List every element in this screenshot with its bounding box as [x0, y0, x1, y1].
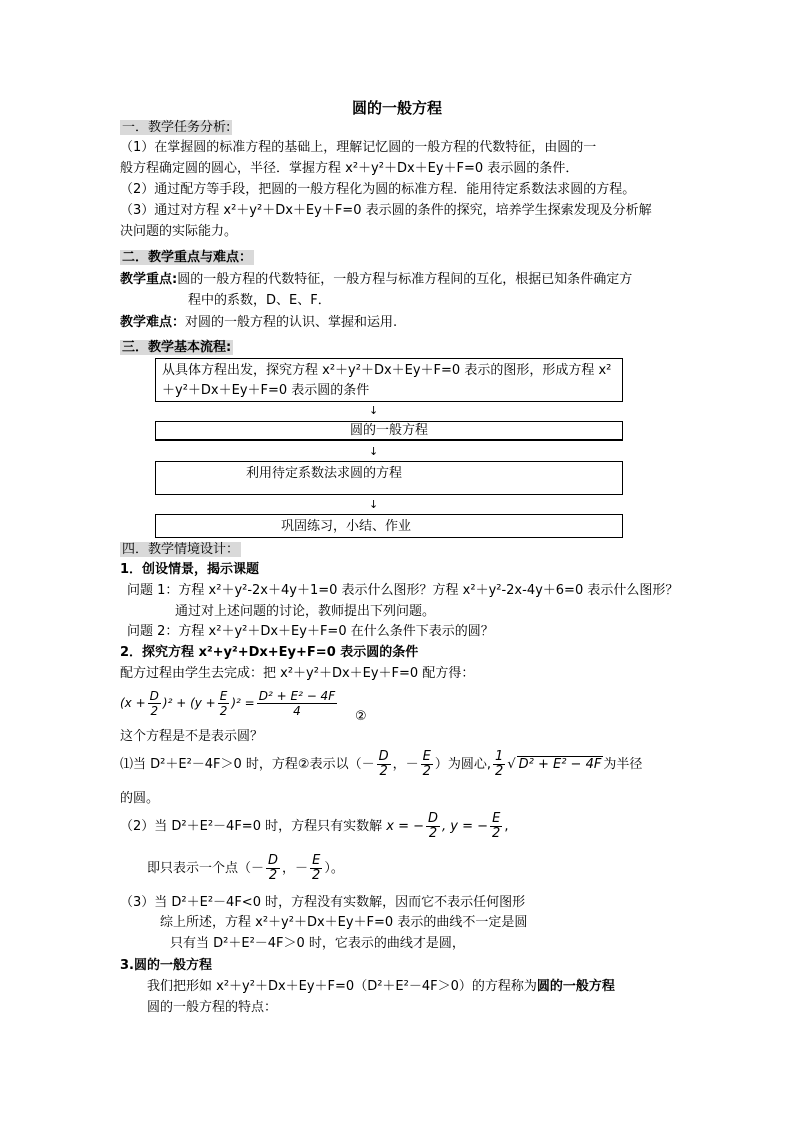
paragraph: 般方程确定圆的圆心，半径．掌握方程 x²＋y²＋Dx＋Ey＋F=0 表示圆的条件． [120, 161, 579, 176]
case-3: （3）当 D²＋E²－4F<0 时，方程没有实数解，因而它不表示任何图形 [120, 895, 526, 910]
section-heading-4: 四．教学情境设计： [122, 542, 240, 557]
paragraph: 这个方程是不是表示圆？ [120, 729, 264, 744]
flow-arrow: ↓ [369, 498, 379, 511]
paragraph: 决问题的实际能力。 [120, 224, 238, 239]
paragraph: 通过对上述问题的讨论，教师提出下列问题。 [175, 604, 436, 619]
subheading-3: 3.圆的一般方程 [120, 958, 212, 973]
question-2: 问题 2：方程 x²＋y²＋Dx＋Ey＋F=0 在什么条件下表示的圆？ [127, 624, 494, 639]
case-1: ⑴当 D²＋E²－4F＞0 时，方程②表示以（－ $\frac{D}{2}$ ，－ $\frac{E}{2}$ ）为圆心, $\frac{1}{2}$ √ D² + E² − 4F 为半径 [120, 749, 643, 779]
flow-arrow: ↓ [369, 404, 379, 417]
flow-box-4: 巩固练习，小结、作业 [155, 514, 623, 538]
question-1: 问题 1：方程 x²＋y²-2x＋4y＋1=0 表示什么图形？方程 x²＋y²-2x-4y＋6=0 表示什么图形？ [127, 583, 679, 598]
flow-box-1: 从具体方程出发，探究方程 x²＋y²＋Dx＋Ey＋F=0 表示的图形，形成方程 x² ＋y²＋Dx＋Ey＋F=0 表示圆的条件 [155, 358, 623, 402]
paragraph: 的圆。 [120, 791, 160, 806]
equation-2: (x + $\frac{D}{2}$ )² + (y + $\frac{E}{2}$ )² = $\frac{\text{D² + E² − 4F}}{4}$ [120, 689, 336, 718]
key-point-cont: 程中的系数，D、E、F． [188, 293, 331, 308]
case-2: （2）当 D²＋E²－4F=0 时，方程只有实数解 x = − $\frac{D}{2}$ , y = − $\frac{E}{2}$ , [120, 811, 509, 841]
section-heading-3: 三．教学基本流程: [122, 340, 232, 355]
key-point: 教学重点:圆的一般方程的代数特征，一般方程与标准方程间的互化，根据已知条件确定方 [120, 272, 633, 287]
subheading-1: 1．创设情景，揭示课题 [120, 562, 260, 577]
page-title: 圆的一般方程 [351, 99, 442, 117]
paragraph: （1）在掌握圆的标准方程的基础上，理解记忆圆的一般方程的代数特征，由圆的一 [120, 140, 597, 155]
paragraph: 圆的一般方程的特点： [147, 1000, 278, 1015]
difficulty: 教学难点：对圆的一般方程的认识、掌握和运用. [120, 315, 398, 330]
paragraph: （2）通过配方等手段，把圆的一般方程化为圆的标准方程．能用待定系数法求圆的方程。 [120, 182, 636, 197]
subheading-2: 2．探究方程 x²+y²+Dx+Ey+F=0 表示圆的条件 [120, 645, 419, 660]
summary-2: 只有当 D²＋E²－4F＞0 时，它表示的曲线才是圆， [170, 936, 465, 951]
case-2-point: 即只表示一个点（－ $\frac{D}{2}$ ，－ $\frac{E}{2}$ ）。 [147, 853, 344, 883]
flow-arrow: ↓ [369, 445, 379, 458]
section-heading-1: 一．教学任务分析: [122, 120, 231, 135]
flow-box-2: 圆的一般方程 [155, 421, 623, 441]
definition: 我们把形如 x²＋y²＋Dx＋Ey＋F=0（D²＋E²－4F＞0）的方程称为圆的一般方程 [147, 979, 615, 994]
equation-tag: ② [355, 709, 367, 724]
section-heading-2: 二．教学重点与难点： [122, 250, 253, 265]
summary-1: 综上所述，方程 x²＋y²＋Dx＋Ey＋F=0 表示的曲线不一定是圆 [160, 915, 528, 930]
paragraph: 配方过程由学生去完成：把 x²＋y²＋Dx＋Ey＋F=0 配方得： [120, 666, 475, 681]
paragraph: （3）通过对方程 x²＋y²＋Dx＋Ey＋F=0 表示圆的条件的探究，培养学生探索发现及分析解 [120, 203, 652, 218]
flow-box-3: 利用待定系数法求圆的方程 [155, 461, 623, 495]
